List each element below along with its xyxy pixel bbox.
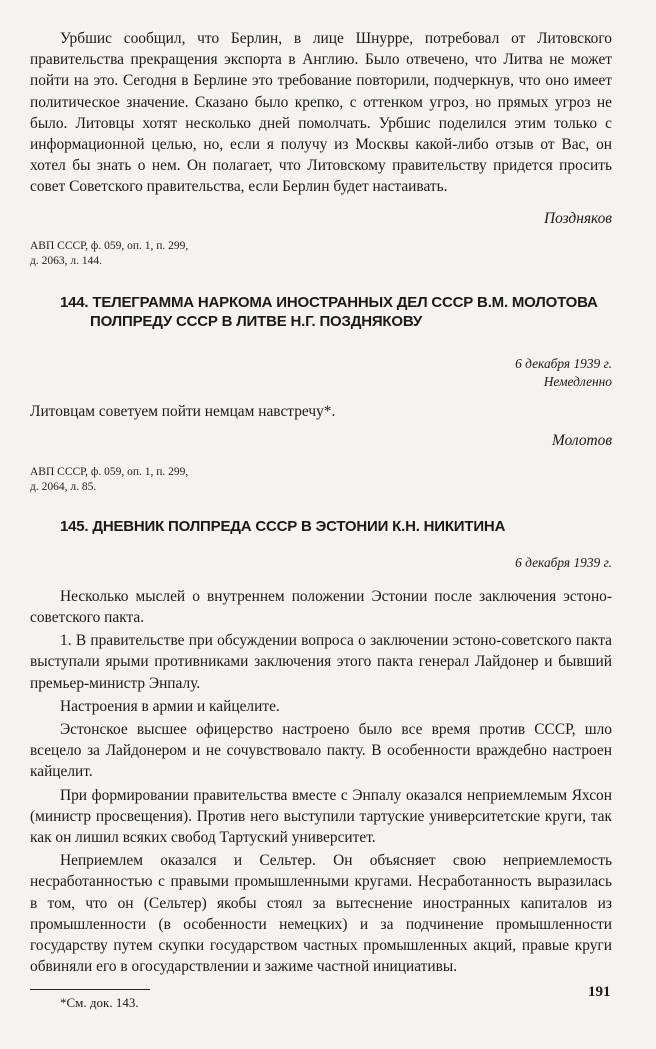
doc-144-text: Литовцам советуем пойти немцам навстречу*. [30,402,336,420]
top-paragraph: Урбшис сообщил, что Берлин, в лице Шнурре, потребовал от Литовского правительства прекращения экспорта в Англию. Было отвечено, что Литва не может пойти на это. Сегодня в Берлине это требование повторили, подчеркнув, что оно имеет политическое значение. Сказано было крепко, с оттенком угроз, но прямых угроз не было. Литовцы хотят несколько дней помолчать. Урбшис поделился этим только с информационной целью, но, если я получу из Москвы какой-либо отзыв от Вас, он хотел бы знать о нем. Он полагает, что Литовскому правительству придется просить совет Советского правительства, если Берлин будет настаивать. [30,30,612,196]
doc-144-heading-line2: ПОЛПРЕДУ СССР В ЛИТВЕ Н.Г. ПОЗДНЯКОВУ [90,312,423,330]
doc-145-paragraph: Эстонское высшее офицерство настроено было все время против СССР, шло всецело за Лайдонером и не сочувствовало пакту. В особенности враждебно настроен кайцелит. [30,721,612,781]
footnote: *См. док. 143. [60,995,139,1011]
archive-source-2 [30,465,612,495]
archive-source-2-line1: АВП СССР, ф. 059, оп. 1, п. 299, [30,465,189,478]
doc-144-heading-line1: 144. ТЕЛЕГРАММА НАРКОМА ИНОСТРАННЫХ ДЕЛ СССР В.М. МОЛОТОВА [60,293,598,311]
archive-source-1 [30,239,612,269]
archive-source-1-line2: д. 2063, л. 144. [30,254,102,267]
archive-source-2-line2: д. 2064, л. 85. [30,480,97,493]
doc-145-paragraph: Настроения в армии и кайцелите. [60,697,280,715]
archive-source-1-line1: АВП СССР, ф. 059, оп. 1, п. 299, [30,239,189,252]
doc-145-paragraph: При формировании правительства вместе с Энпалу оказался неприемлемым Яхсон (министр просвещения). Против него выступили тартуские университетские круги, так как он лишил всяких свобод Тартуский университет. [30,786,612,847]
doc-144-heading [30,293,612,331]
signature-molotov: Молотов [552,431,612,449]
signature-pozdnyakov: Поздняков [544,209,612,227]
doc-145-date: 6 декабря 1939 г. [515,554,612,570]
doc-145-paragraph: Неприемлем оказался и Сельтер. Он объясняет свою неприемлемость несработанностью с правыми промышленными кругами. Несработанность выразилась в том, что он (Сельтер) якобы стоял за вытеснение иностранных капиталов из промышленности (в особенности немецких) и за подчинение промышленности государству путем скупки государством частных промышленных акций, правые круги обвиняли его в огосударствлении и зажиме частной инициативы. [30,852,612,976]
doc-145-heading: 145. ДНЕВНИК ПОЛПРЕДА СССР В ЭСТОНИИ К.Н. НИКИТИНА [60,517,506,535]
footnote-divider [30,989,150,990]
page-number: 191 [588,984,611,1000]
doc-145-paragraph: Несколько мыслей о внутреннем положении Эстонии после заключения эстоно-советского пакта. [30,587,612,627]
doc-144-urgency: Немедленно [543,373,612,389]
doc-144-meta [30,355,612,391]
doc-145-paragraph: 1. В правительстве при обсуждении вопроса о заключении эстоно-советского пакта выступали ярыми противниками заключения этого пакта генерал Лайдонер и бывший премьер-министр Энпалу. [30,632,612,692]
doc-145-body [30,586,612,978]
doc-144-date: 6 декабря 1939 г. [515,355,612,371]
book-page [30,28,612,1011]
